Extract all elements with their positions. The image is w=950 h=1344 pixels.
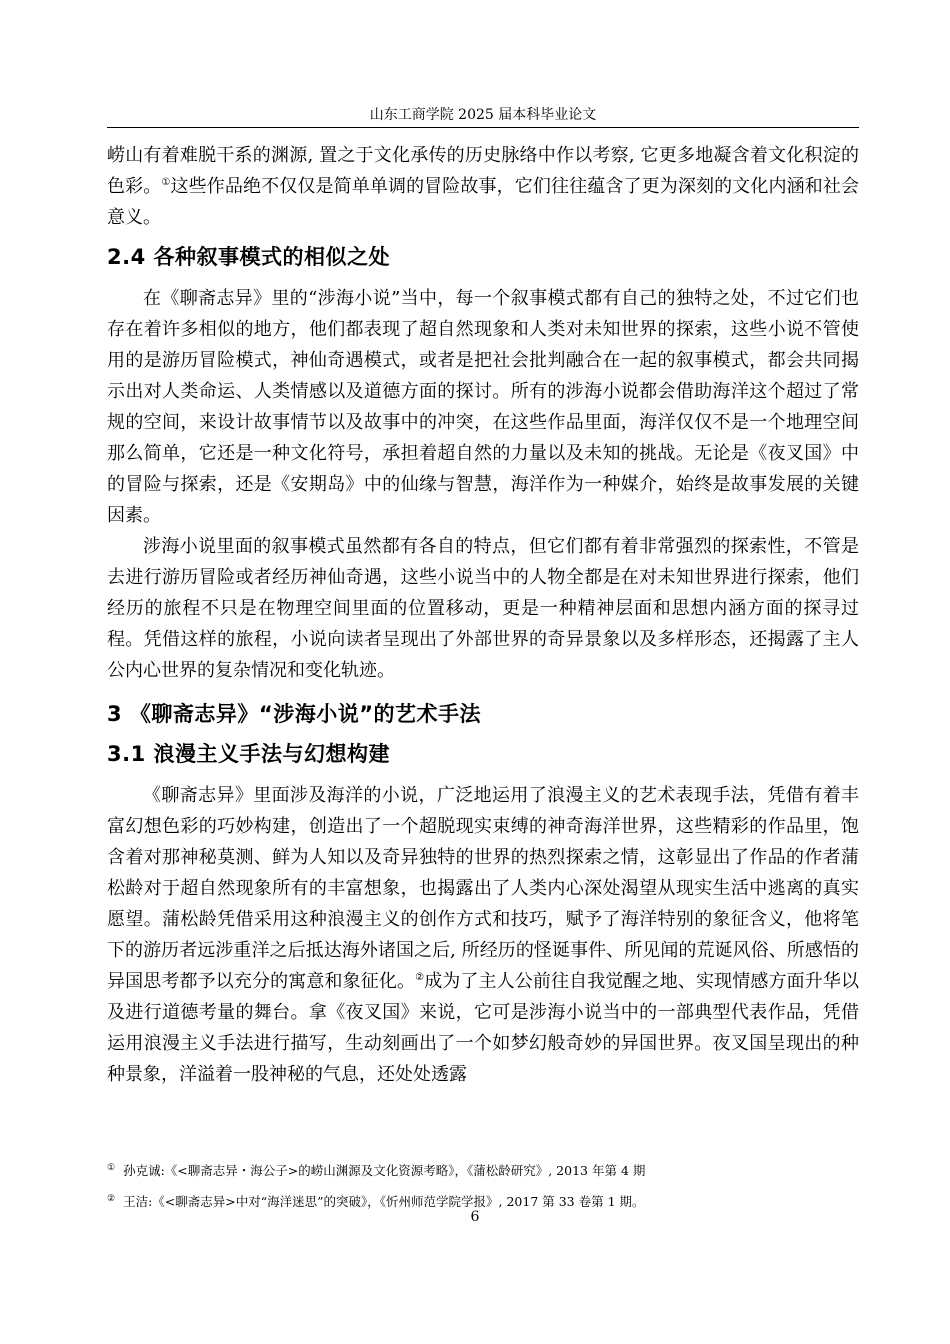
header-rule — [107, 127, 859, 128]
paragraph — [107, 780, 859, 1090]
footnote-text: 王洁:《<聊斋志异>中对“海洋迷思”的突破》，《忻州师范学院学报》, 2017 第 33 卷第 1 期。 — [123, 1194, 645, 1209]
running-header: 山东工商学院 2025 届本科毕业论文 — [369, 107, 597, 123]
footnote-reference-2[interactable]: ② — [415, 972, 425, 983]
footnote-text: 孙克诚:《<聊斋志异・海公子>的崂山渊源及文化资源考略》，《蒲松龄研究》, 2013 年第 4 期 — [123, 1163, 646, 1178]
paragraph-text-tail: 这些作品绝不仅仅是简单单调的冒险故事，它们往往蕴含了更为深刻的文化内涵和社会意义。 — [107, 176, 860, 228]
footnote-mark: ② — [107, 1194, 116, 1204]
section-heading-3-1: 3.1 浪漫主义手法与幻想构建 — [107, 742, 391, 766]
paragraph-text: 崂山有着难脱干系的渊源, 置之于文化承传的历史脉络中作以考察, 它更多地凝含着文化积淀的色彩。 — [107, 145, 859, 197]
footnote-mark: ① — [107, 1163, 116, 1173]
paragraph: 涉海小说里面的叙事模式虽然都有各自的特点，但它们都有着非常强烈的探索性，不管是去进行游历冒险或者经历神仙奇遇，这些小说当中的人物全都是在对未知世界进行探索，他们经历的旅程不只是在物理空间里面的位置移动，更是一种精神层面和思想内涵方面的探寻过程。凭借这样的旅程，小说向读者呈现出了外部世界的奇异景象以及多样形态，还揭露了主人公内心世界的复杂情况和变化轨迹。 — [107, 536, 859, 681]
paragraph-text-tail: 成为了主人公前往自我觉醒之地、实现情感方面升华以及进行道德考量的舞台。拿《夜叉国》来说，它可是涉海小说当中的一部典型代表作品，凭借运用浪漫主义手法进行描写，生动刻画出了一个如梦幻般奇妙的异国世界。夜叉国呈现出的种种景象，洋溢着一股神秘的气息，还处处透露 — [107, 971, 860, 1085]
footnote-reference-1[interactable]: ① — [161, 177, 171, 188]
paragraph-continued — [107, 140, 859, 233]
paragraph-text: 《聊斋志异》里面涉及海洋的小说，广泛地运用了浪漫主义的艺术表现手法，凭借有着丰富幻想色彩的巧妙构建，创造出了一个超脱现实束缚的神奇海洋世界，这些精彩的作品里，饱含着对那神秘莫测、鲜为人知以及奇异独特的世界的热烈探索之情，这彰显出了作品的作者蒲松龄对于超自然现象所有的丰富想象，也揭露出了人类内心深处渴望从现实生活中逃离的真实愿望。蒲松龄凭借采用这种浪漫主义的创作方式和技巧，赋予了海洋特别的象征含义，他将笔下的游历者远涉重洋之后抵达海外诸国之后, 所经历的怪诞事件、所见闻的荒诞风俗、所感悟的异国思考都予以充分的寓意和象征化。 — [107, 785, 859, 992]
page-body — [107, 140, 859, 1090]
paragraph: 在《聊斋志异》里的“涉海小说”当中，每一个叙事模式都有自己的独特之处，不过它们也存在着许多相似的地方，他们都表现了超自然现象和人类对未知世界的探索，这些小说不管使用的是游历冒险模式，神仙奇遇模式，或者是把社会批判融合在一起的叙事模式，都会共同揭示出对人类命运、人类情感以及道德方面的探讨。所有的涉海小说都会借助海洋这个超过了常规的空间，来设计故事情节以及故事中的冲突，在这些作品里面，海洋仅仅不是一个地理空间那么简单，它还是一种文化符号，承担着超自然的力量以及未知的挑战。无论是《夜叉国》中的冒险与探索，还是《安期岛》中的仙缘与智慧，海洋作为一种媒介，始终是故事发展的关键因素。 — [107, 288, 859, 526]
chapter-heading-3: 3 《聊斋志异》“涉海小说”的艺术手法 — [107, 702, 482, 726]
page-number: 6 — [470, 1209, 480, 1225]
footnote-1 — [107, 1160, 859, 1179]
section-heading-2-4: 2.4 各种叙事模式的相似之处 — [107, 245, 391, 269]
